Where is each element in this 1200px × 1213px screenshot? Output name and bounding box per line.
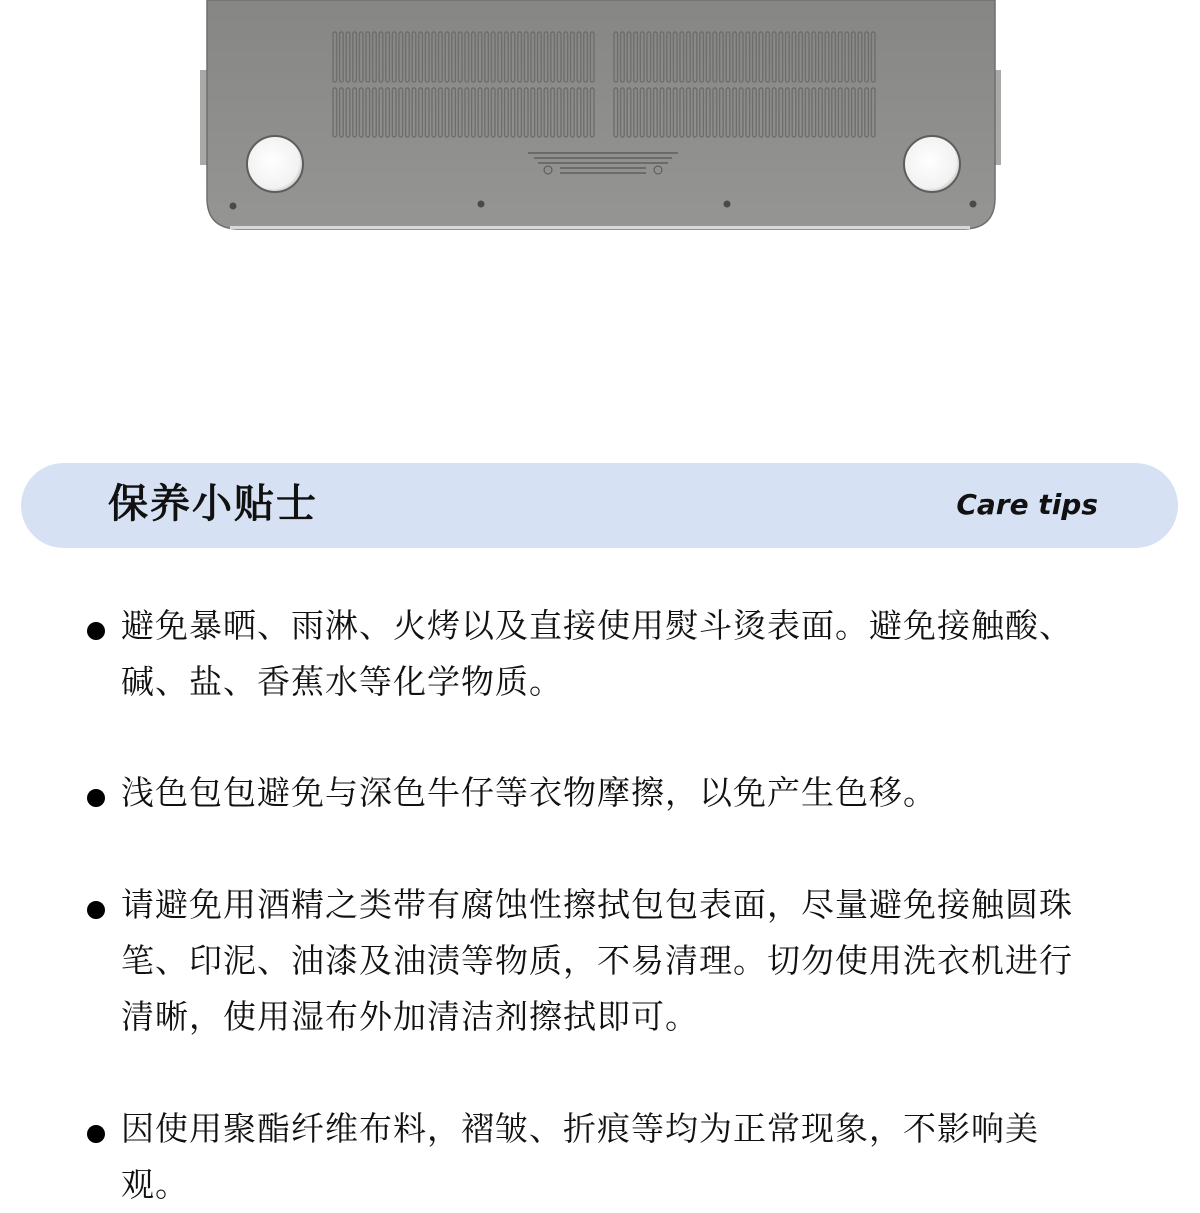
tip-text: 避免暴晒、雨淋、火烤以及直接使用熨斗烫表面。避免接触酸、碱、盐、香蕉水等化学物质。	[121, 606, 1073, 701]
bullet-icon	[87, 901, 105, 919]
section-title: 保养小贴士	[108, 481, 318, 527]
product-image	[0, 0, 1200, 240]
tip-text: 浅色包包避免与深色牛仔等衣物摩擦，以免产生色移。	[121, 773, 937, 812]
bullet-icon	[87, 1125, 105, 1143]
tip-text: 因使用聚酯纤维布料，褶皱、折痕等均为正常现象，不影响美观。	[121, 1109, 1039, 1204]
bullet-icon	[87, 622, 105, 640]
bullet-icon	[87, 789, 105, 807]
care-tips-banner	[21, 463, 1178, 548]
tip-text: 请避免用酒精之类带有腐蚀性擦拭包包表面，尽量避免接触圆珠笔、印泥、油漆及油渍等物质，不易清理。切勿使用洗衣机进行清晰，使用湿布外加清洁剂擦拭即可。	[121, 885, 1073, 1036]
laptop-case-photo	[0, 0, 1200, 240]
section-subtitle: Care tips	[956, 488, 1098, 521]
